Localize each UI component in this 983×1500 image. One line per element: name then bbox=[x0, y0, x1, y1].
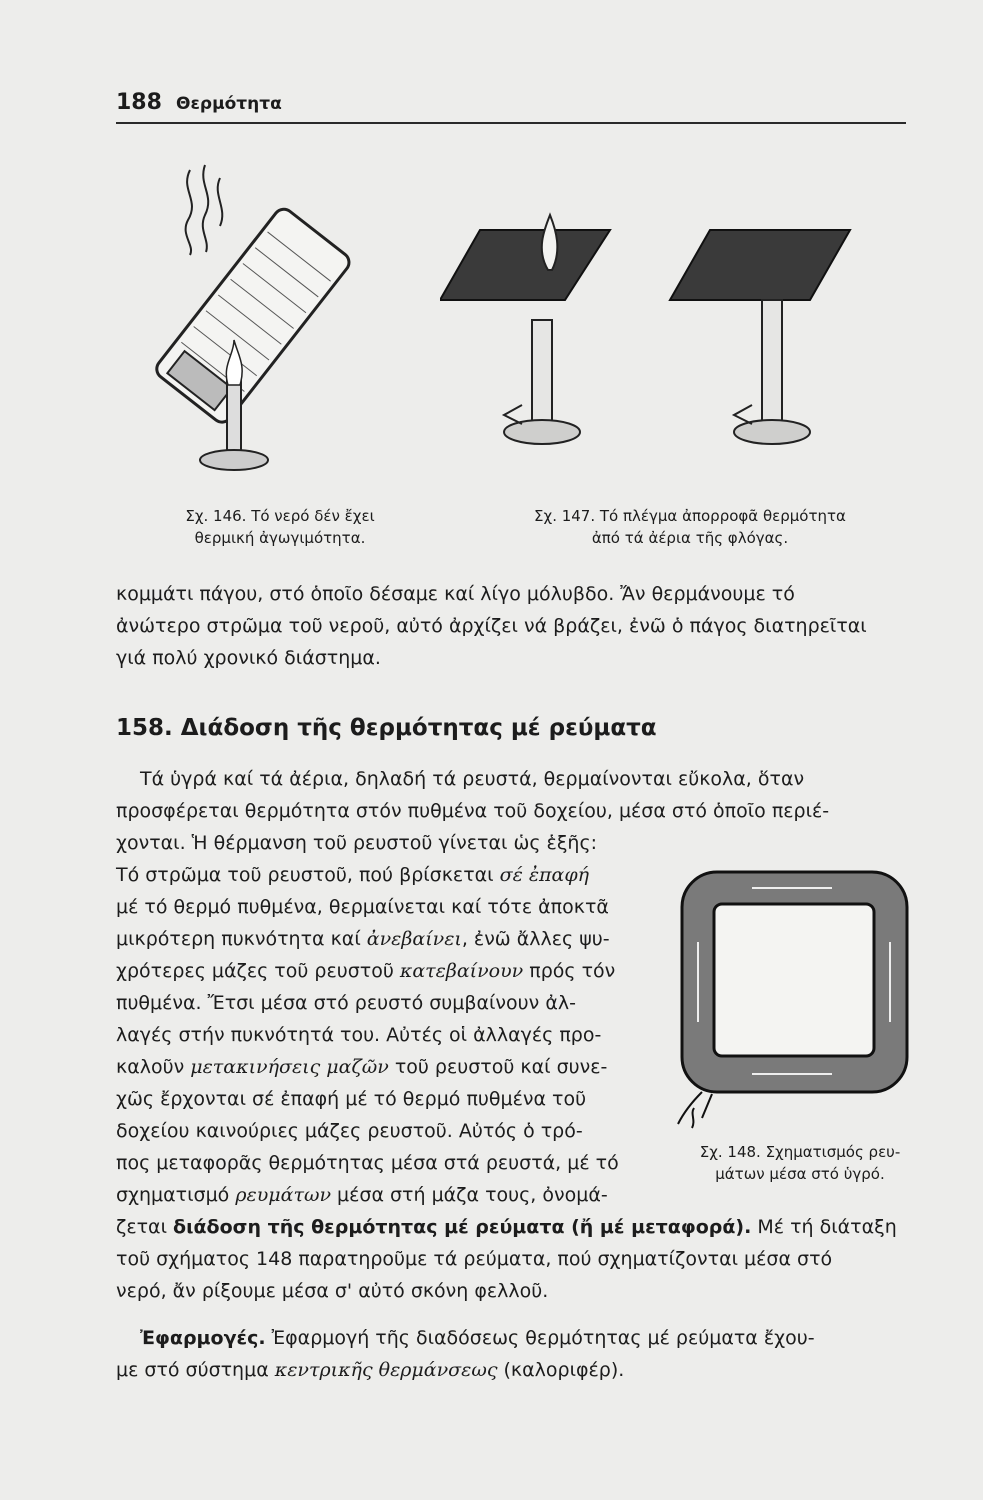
text-line bbox=[116, 957, 615, 985]
figure-146-caption bbox=[150, 505, 410, 549]
figure-148-caption-line: Σχ. 148. Σχηματισμός ρευ- bbox=[699, 1143, 901, 1161]
text-span: καλοῦν bbox=[116, 1056, 191, 1078]
bold-convection-term: διάδοση τῆς θερμότητας μέ ρεύματα (ἤ μέ μεταφορά). bbox=[173, 1216, 752, 1238]
text-line: πος μεταφορᾶς θερμότητας μέσα στά ρευστά, μέ τό bbox=[116, 1152, 619, 1174]
text-line: μέ τό θερμό πυθμένα, θερμαίνεται καί τότε ἀποκτᾶ bbox=[116, 896, 609, 918]
text-line bbox=[140, 1324, 815, 1352]
text-span: Τό στρῶμα τοῦ ρευστοῦ, πού βρίσκεται bbox=[116, 864, 500, 886]
figure-146-caption-line: θερμική ἀγωγιμότητα. bbox=[194, 529, 366, 547]
text-line bbox=[116, 1213, 897, 1241]
emphasis-mass-movements: μετακινήσεις μαζῶν bbox=[190, 1056, 389, 1078]
figure-148-illustration bbox=[672, 862, 912, 1132]
text-span: σχηματισμό bbox=[116, 1184, 236, 1206]
running-head: Θερμότητα bbox=[176, 94, 282, 114]
text-span: Ἐφαρμογή τῆς διαδόσεως θερμότητας μέ ρεύματα ἔχου- bbox=[265, 1327, 815, 1349]
emphasis-rises: ἀνεβαίνει bbox=[366, 928, 462, 950]
text-span: ζεται bbox=[116, 1216, 174, 1238]
text-line: πυθμένα. Ἔτσι μέσα στό ρευστό συμβαίνουν ἀλ- bbox=[116, 992, 576, 1014]
text-line: τοῦ σχήματος 148 παρατηροῦμε τά ρεύματα, πού σχηματίζονται μέσα στό bbox=[116, 1248, 833, 1270]
applications-label: Ἐφαρμογές. bbox=[140, 1327, 266, 1349]
text-line: δοχείου καινούριες μάζες ρευστοῦ. Αὐτός ὁ τρό- bbox=[116, 1120, 583, 1142]
text-span: χρότερες μάζες τοῦ ρευστοῦ bbox=[116, 960, 400, 982]
text-line: κομμάτι πάγου, στό ὁποῖο δέσαμε καί λίγο μόλυβδο. Ἄν θερμάνουμε τό bbox=[116, 583, 795, 605]
text-line bbox=[116, 861, 589, 889]
text-span: Μέ τή διάταξη bbox=[751, 1216, 897, 1238]
text-span: μέσα στή μάζα τους, ὀνομά- bbox=[331, 1184, 608, 1206]
text-span: με στό σύστημα bbox=[116, 1359, 275, 1381]
text-span: μικρότερη πυκνότητα καί bbox=[116, 928, 367, 950]
text-line: λαγές στήν πυκνότητά του. Αὐτές οἱ ἀλλαγές προ- bbox=[116, 1024, 602, 1046]
header-rule bbox=[116, 122, 906, 124]
figure-146-caption-line: Σχ. 146. Τό νερό δέν ἔχει bbox=[185, 507, 375, 525]
text-line: ἀνώτερο στρῶμα τοῦ νεροῦ, αὐτό ἀρχίζει νά βράζει, ἐνῶ ὁ πάγος διατηρεῖται bbox=[116, 615, 867, 637]
page-header bbox=[116, 90, 906, 126]
text-line bbox=[116, 1053, 607, 1081]
text-span: (καλοριφέρ). bbox=[497, 1359, 625, 1381]
figure-148-caption-line: μάτων μέσα στό ὑγρό. bbox=[715, 1165, 885, 1183]
text-line: χῶς ἔρχονται σέ ἐπαφή μέ τό θερμό πυθμένα τοῦ bbox=[116, 1088, 587, 1110]
figure-147-caption-line: Σχ. 147. Τό πλέγμα ἀπορροφᾶ θερμότητα bbox=[534, 507, 846, 525]
text-line: Τά ὑγρά καί τά ἀέρια, δηλαδή τά ρευστά, θερμαίνονται εὔκολα, ὅταν bbox=[140, 768, 805, 790]
page-number: 188 bbox=[116, 90, 162, 115]
figure-147-caption-line: ἀπό τά ἀέρια τῆς φλόγας. bbox=[591, 529, 789, 547]
emphasis-in-contact: σέ ἐπαφή bbox=[499, 864, 590, 886]
text-line bbox=[116, 1181, 608, 1209]
text-span: τοῦ ρευστοῦ καί συνε- bbox=[388, 1056, 608, 1078]
figure-146-illustration bbox=[150, 160, 390, 480]
emphasis-descend: κατεβαίνουν bbox=[399, 960, 524, 982]
text-line bbox=[116, 925, 610, 953]
text-line: χονται. Ἡ θέρμανση τοῦ ρευστοῦ γίνεται ὡς ἑξῆς: bbox=[116, 832, 598, 854]
emphasis-central-heating: κεντρικῆς θερμάνσεως bbox=[274, 1359, 498, 1381]
figure-147-illustration bbox=[440, 210, 910, 480]
text-line bbox=[116, 1356, 624, 1384]
text-span: , ἐνῶ ἄλλες ψυ- bbox=[461, 928, 610, 950]
text-line: νερό, ἄν ρίξουμε μέσα σ' αὐτό σκόνη φελλοῦ. bbox=[116, 1280, 549, 1302]
text-line: γιά πολύ χρονικό διάστημα. bbox=[116, 647, 381, 669]
text-span: πρός τόν bbox=[523, 960, 616, 982]
figure-147-caption bbox=[485, 505, 895, 549]
section-heading: 158. Διάδοση τῆς θερμότητας μέ ρεύματα bbox=[116, 715, 657, 741]
figure-148-caption bbox=[685, 1141, 915, 1185]
text-line: προσφέρεται θερμότητα στόν πυθμένα τοῦ δοχείου, μέσα στό ὁποῖο περιέ- bbox=[116, 800, 830, 822]
emphasis-currents: ρευμάτων bbox=[235, 1184, 331, 1206]
